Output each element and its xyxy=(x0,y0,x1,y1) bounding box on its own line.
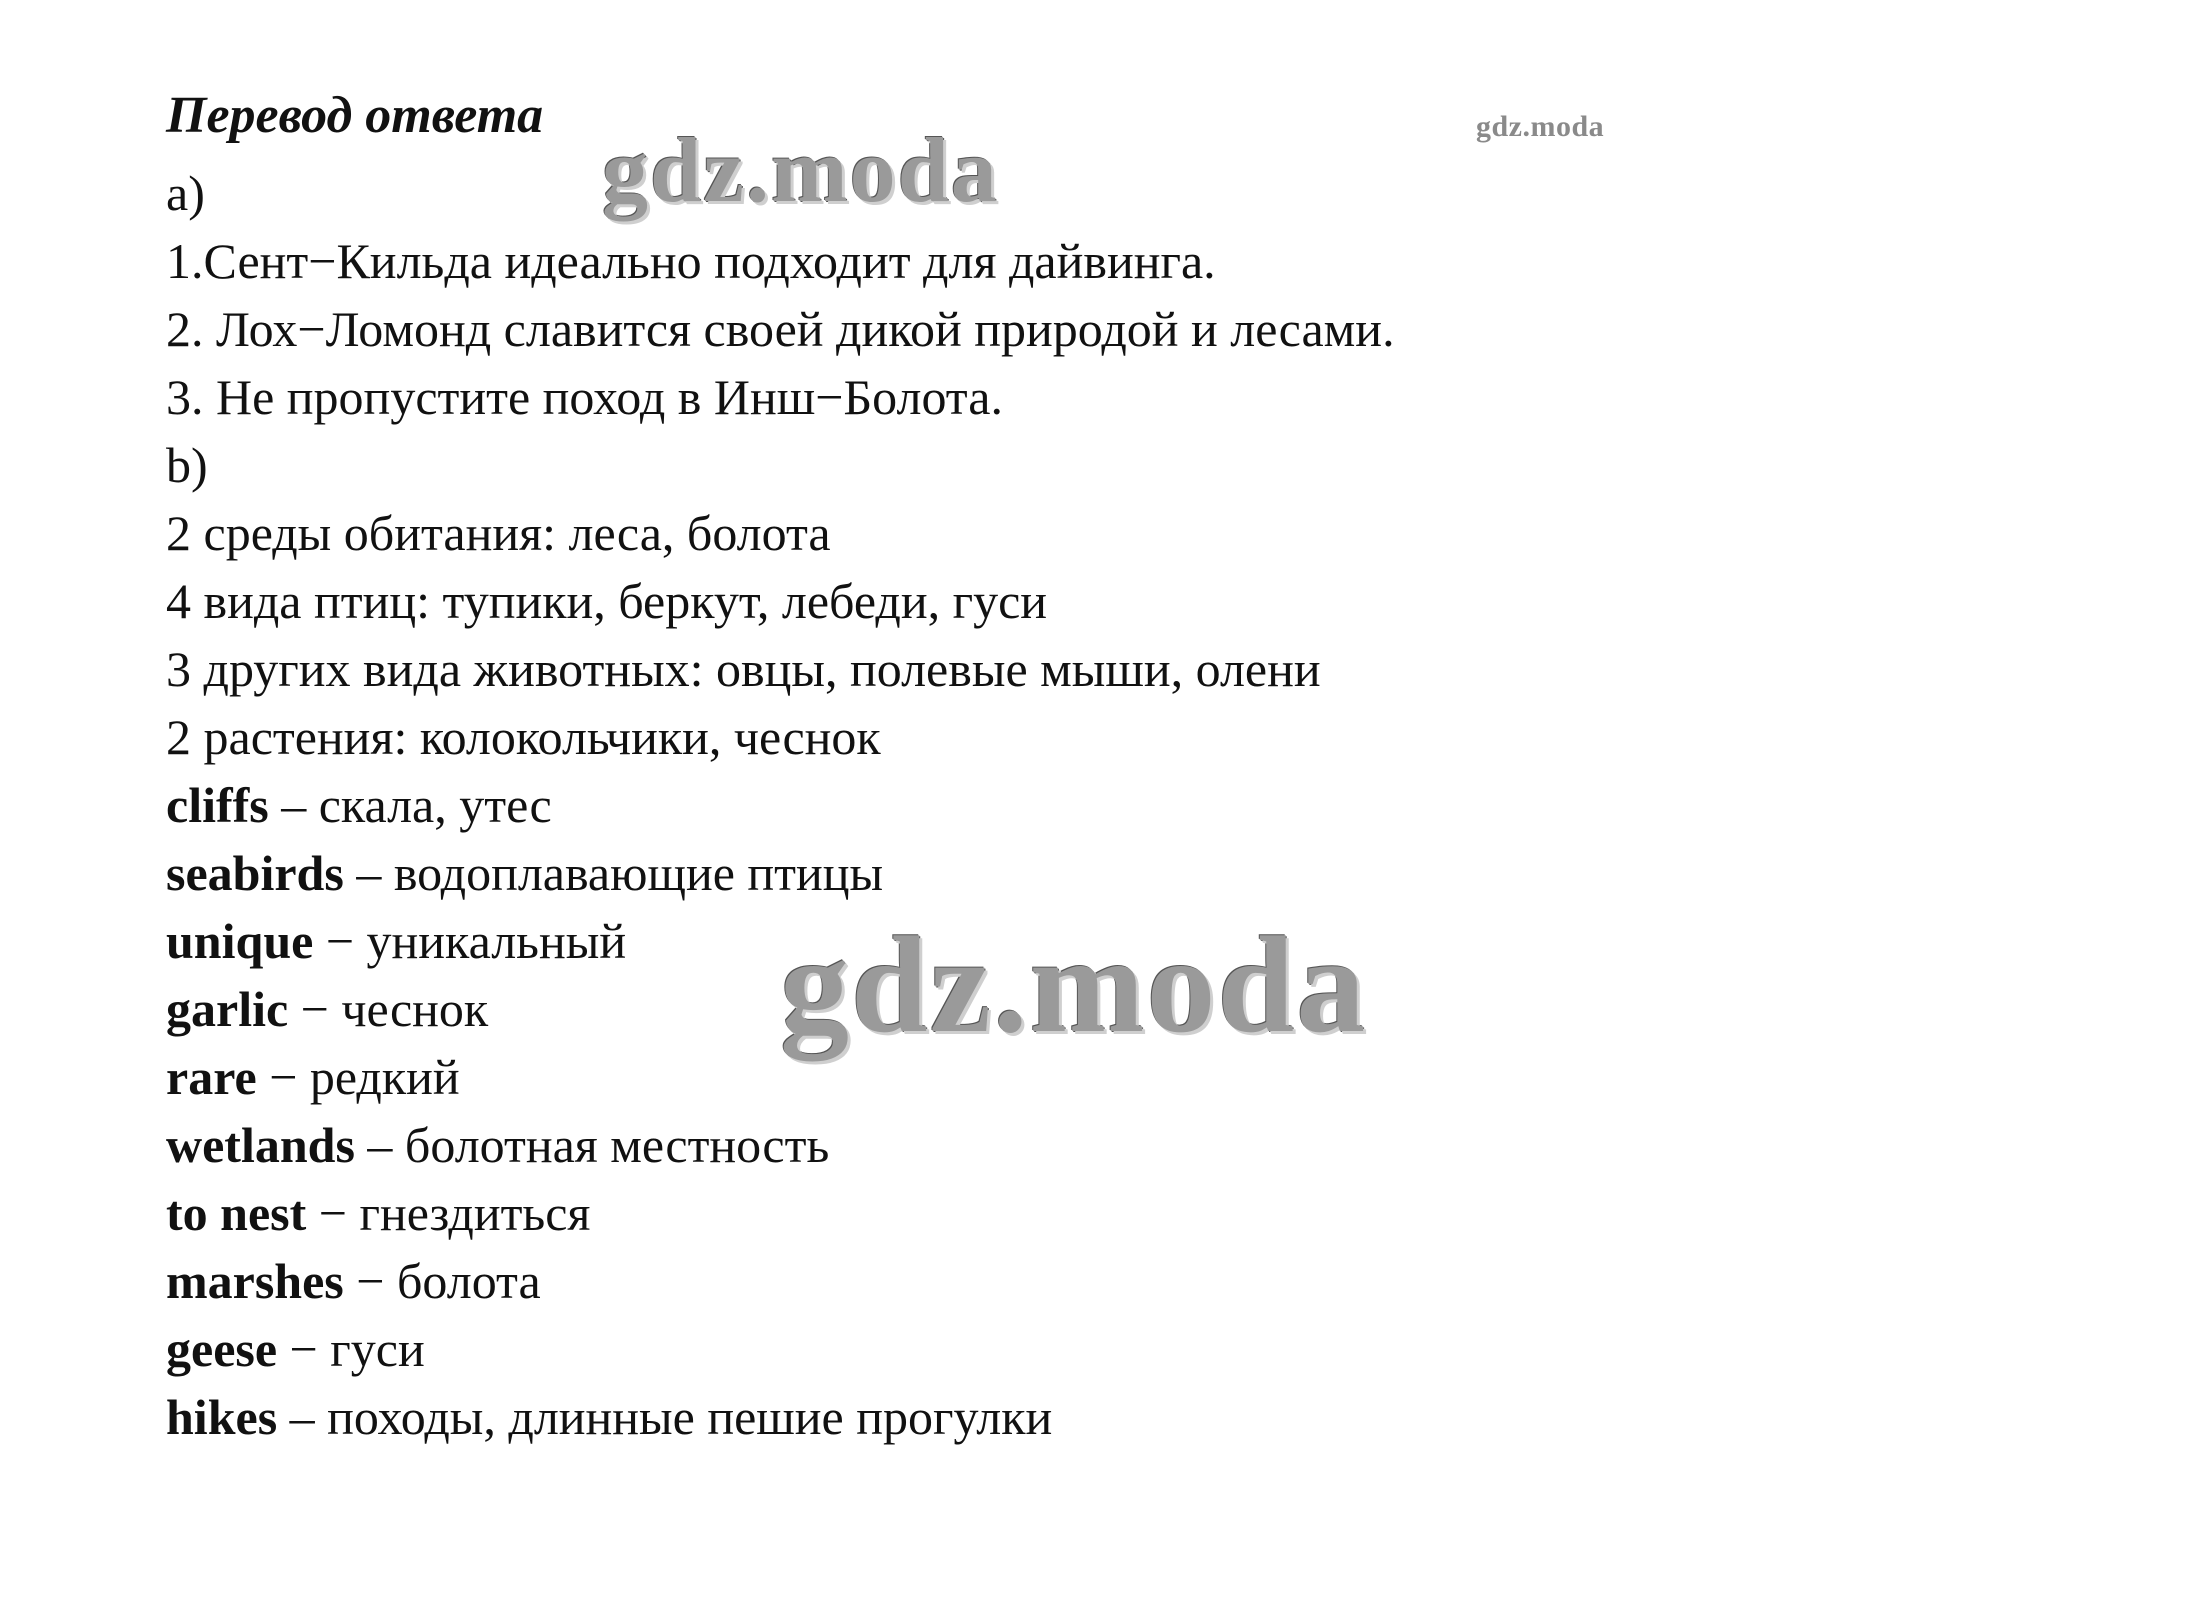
glossary-entry xyxy=(166,1389,1053,1445)
glossary-entry xyxy=(166,1049,460,1105)
watermark-small: gdz.moda xyxy=(1476,110,1605,143)
glossary-entry xyxy=(166,981,489,1037)
glossary-entry xyxy=(166,777,552,833)
glossary-term: cliffs xyxy=(166,777,269,833)
glossary-definition: − гуси xyxy=(277,1321,425,1377)
glossary-definition: − редкий xyxy=(256,1049,460,1105)
glossary-term: geese xyxy=(166,1321,278,1377)
glossary-entry xyxy=(166,1253,541,1309)
section-b-item-4: 2 растения: колокольчики, чеснок xyxy=(166,709,881,765)
section-b-item-3: 3 других вида животных: овцы, полевые мыши, олени xyxy=(166,641,1321,697)
page-heading: Перевод ответа xyxy=(166,87,544,144)
glossary-term: rare xyxy=(166,1049,257,1105)
section-b-item-2: 4 вида птиц: тупики, беркут, лебеди, гуси xyxy=(166,573,1048,629)
section-a-item-2: 2. Лох−Ломонд славится своей дикой природой и лесами. xyxy=(166,301,1395,357)
glossary-definition: − уникальный xyxy=(313,913,627,969)
glossary-term: hikes xyxy=(166,1389,278,1445)
glossary-definition: − болота xyxy=(343,1253,541,1309)
glossary-definition: – болотная местность xyxy=(354,1117,830,1173)
glossary-term: seabirds xyxy=(166,845,344,901)
section-a-item-1: 1.Сент−Кильда идеально подходит для дайвинга. xyxy=(166,233,1216,289)
glossary-definition: – скала, утес xyxy=(268,777,552,833)
glossary-term: to nest xyxy=(166,1185,307,1241)
glossary-definition: – походы, длинные пешие прогулки xyxy=(277,1389,1053,1445)
glossary-entry xyxy=(166,1117,830,1173)
section-a-label: a) xyxy=(166,165,205,221)
glossary-definition: − чеснок xyxy=(288,981,489,1037)
glossary-entry xyxy=(166,1185,591,1241)
glossary-term: wetlands xyxy=(166,1117,355,1173)
section-a-item-3: 3. Не пропустите поход в Инш−Болота. xyxy=(166,369,1003,425)
watermark-top: gdz.moda xyxy=(602,119,999,221)
glossary-term: garlic xyxy=(166,981,289,1037)
glossary-entry xyxy=(166,1321,425,1377)
section-b-item-1: 2 среды обитания: леса, болота xyxy=(166,505,831,561)
glossary-entry xyxy=(166,845,884,901)
glossary-term: unique xyxy=(166,913,314,969)
glossary-definition: − гнездиться xyxy=(306,1185,591,1241)
section-b-label: b) xyxy=(166,437,208,493)
glossary-definition: – водоплавающие птицы xyxy=(343,845,884,901)
glossary-term: marshes xyxy=(166,1253,344,1309)
glossary-entry xyxy=(166,913,627,969)
watermark-middle: gdz.moda xyxy=(780,908,1368,1061)
